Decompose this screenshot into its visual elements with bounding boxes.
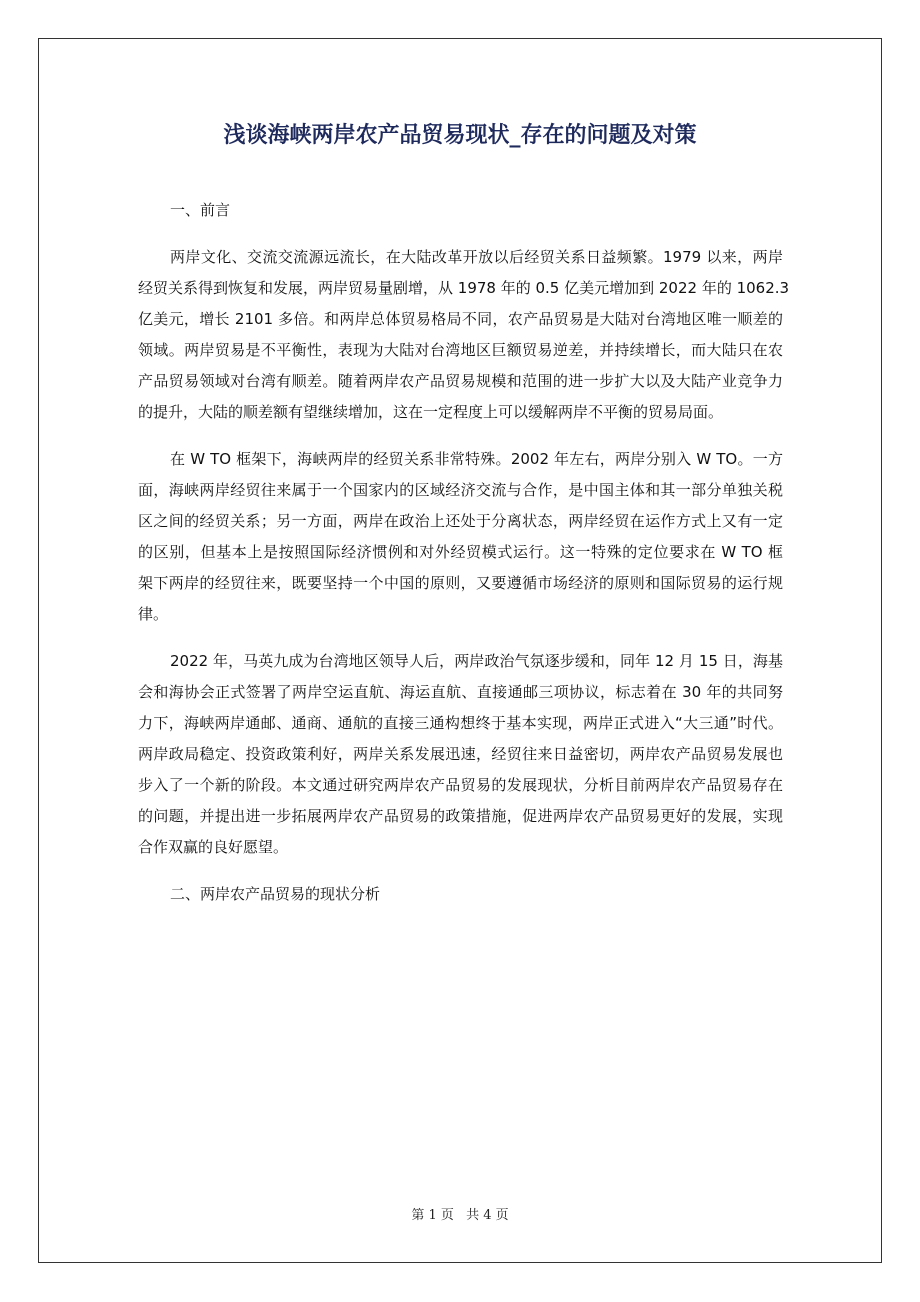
section-heading-status: 二、两岸农产品贸易的现状分析	[170, 885, 381, 903]
paragraph-line: 架下两岸的经贸往来，既要坚持一个中国的原则，又要遵循市场经济的原则和国际贸易的运行规	[138, 574, 783, 592]
paragraph-line: 产品贸易领域对台湾有顺差。随着两岸农产品贸易规模和范围的进一步扩大以及大陆产业竞争力	[138, 372, 783, 390]
paragraph-line: 会和海协会正式签署了两岸空运直航、海运直航、直接通邮三项协议，标志着在 30 年的共同努	[138, 683, 783, 701]
paragraph-line: 2022 年，马英九成为台湾地区领导人后，两岸政治气氛逐步缓和，同年 12 月 15 日，海基	[170, 652, 783, 670]
paragraph-line: 的提升，大陆的顺差额有望继续增加，这在一定程度上可以缓解两岸不平衡的贸易局面。	[138, 403, 724, 421]
page-number: 第 1 页	[411, 1208, 454, 1223]
paragraph-line: 亿美元，增长 2101 多倍。和两岸总体贸易格局不同，农产品贸易是大陆对台湾地区唯一顺差的	[138, 310, 783, 328]
paragraph-line: 两岸文化、交流交流源远流长，在大陆改革开放以后经贸关系日益频繁。1979 以来，两岸	[170, 248, 783, 266]
paragraph-line: 经贸关系得到恢复和发展，两岸贸易量剧增，从 1978 年的 0.5 亿美元增加到 2022 年的 1062.3	[138, 279, 790, 297]
document-body	[138, 195, 790, 926]
paragraph-line: 面，海峡两岸经贸往来属于一个国家内的区域经济交流与合作，是中国主体和其一部分单独关税	[138, 481, 783, 499]
paragraph-line: 区之间的经贸关系；另一方面，两岸在政治上还处于分离状态，两岸经贸在运作方式上又有一定	[138, 512, 783, 530]
paragraph-line: 的问题，并提出进一步拓展两岸农产品贸易的政策措施，促进两岸农产品贸易更好的发展，实现	[138, 807, 783, 825]
section-heading-preface: 一、前言	[170, 201, 231, 219]
paragraph-3	[138, 646, 783, 863]
document-title: 浅谈海峡两岸农产品贸易现状_存在的问题及对策	[223, 123, 697, 148]
paragraph-1	[138, 242, 790, 428]
page-footer	[0, 1204, 920, 1223]
paragraph-line: 两岸政局稳定、投资政策利好，两岸关系发展迅速，经贸往来日益密切，两岸农产品贸易发展也	[138, 745, 783, 763]
paragraph-line: 领域。两岸贸易是不平衡性，表现为大陆对台湾地区巨额贸易逆差，并持续增长，而大陆只在农	[138, 341, 783, 359]
paragraph-line: 的区别，但基本上是按照国际经济惯例和对外经贸模式运行。这一特殊的定位要求在 W TO 框	[138, 543, 783, 561]
paragraph-line: 在 W TO 框架下，海峡两岸的经贸关系非常特殊。2002 年左右，两岸分别入 W TO。一方	[170, 450, 783, 468]
paragraph-line: 力下，海峡两岸通邮、通商、通航的直接三通构想终于基本实现，两岸正式进入“大三通”时代。	[138, 714, 783, 732]
paragraph-line: 合作双赢的良好愿望。	[138, 838, 289, 856]
page-total: 共 4 页	[466, 1208, 509, 1223]
paragraph-line: 步入了一个新的阶段。本文通过研究两岸农产品贸易的发展现状，分析目前两岸农产品贸易存在	[138, 776, 783, 794]
paragraph-2	[138, 444, 783, 630]
paragraph-line: 律。	[138, 605, 169, 623]
